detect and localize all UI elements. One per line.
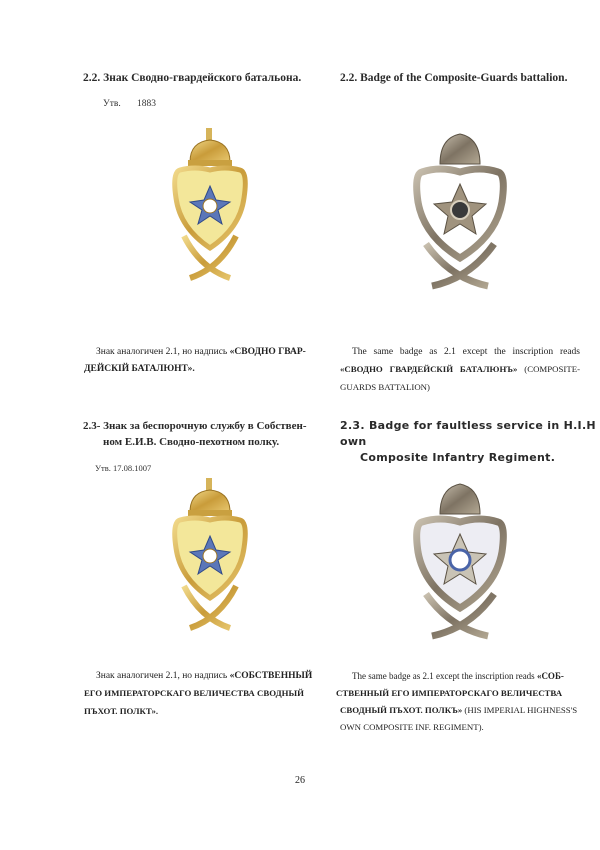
- approved-label: Утв.: [103, 99, 121, 109]
- center-medallion: [450, 550, 470, 570]
- description-2-2-en: The same badge as 2.1 except the inscription reads «СВОДНО ГВАРДЕЙСКІЙ БАТАЛЮНЪ» (COMPOSITE- GUARDS BATTALION): [340, 347, 580, 392]
- description-2-2-ru: Знак аналогичен 2.1, но надпись «СВОДНО ГВАР- ДЕЙСКІЙ БАТАЛЮНТ».: [84, 347, 306, 374]
- approved-date: Утв. 17.08.1007: [95, 463, 152, 473]
- heading-2-3-ru: 2.3- Знак за беспорочную службу в Собствен- ном Е.И.В. Сводно-пехотном полку.: [83, 420, 307, 448]
- crown-icon: [190, 490, 230, 512]
- crown-icon: [190, 140, 230, 162]
- gold-badge-image-2: [170, 478, 250, 640]
- silver-badge-image-1: [410, 128, 510, 290]
- crown-icon: [440, 134, 480, 164]
- silver-badge-image-2: [410, 478, 510, 640]
- description-2-3-en: The same badge as 2.1 except the inscription reads «СОБ- СТВЕННЫЙ ЕГО ИМПЕРАТОРСКАГО ВЕЛИЧЕСТВА СВОДНЫЙ ПЪХОТ. ПОЛКЪ» (HIS IMPERIAL HIGHNESS'S OWN COMPOSITE INF. REGIMENT).: [336, 671, 578, 732]
- approved-year: 1883: [137, 99, 156, 109]
- description-2-3-ru: Знак аналогичен 2.1, но надпись «СОБСТВЕННЫЙ ЕГО ИМПЕРАТОРСКАГО ВЕЛИЧЕСТВА СВОДНЫЙ ПЪХОТ. ПОЛКТ».: [84, 671, 313, 716]
- crown-icon: [440, 484, 480, 514]
- page-number: 26: [295, 775, 305, 786]
- heading-2-3-en: 2.3. Badge for faultless service in H.I.H own Composite Infantry Regiment.: [340, 419, 596, 464]
- crown-base: [188, 160, 232, 166]
- heading-2-2-ru: 2.2. Знак Сводно-гвардейского батальона.: [83, 72, 302, 84]
- crown-base: [188, 510, 232, 516]
- center-medallion: [451, 201, 469, 219]
- gold-badge-image-1: [170, 128, 250, 290]
- center-medallion: [203, 199, 217, 213]
- heading-2-2-en: 2.2. Badge of the Composite-Guards battalion.: [340, 72, 568, 84]
- center-medallion: [203, 549, 217, 563]
- ribbon-icon: [426, 244, 494, 286]
